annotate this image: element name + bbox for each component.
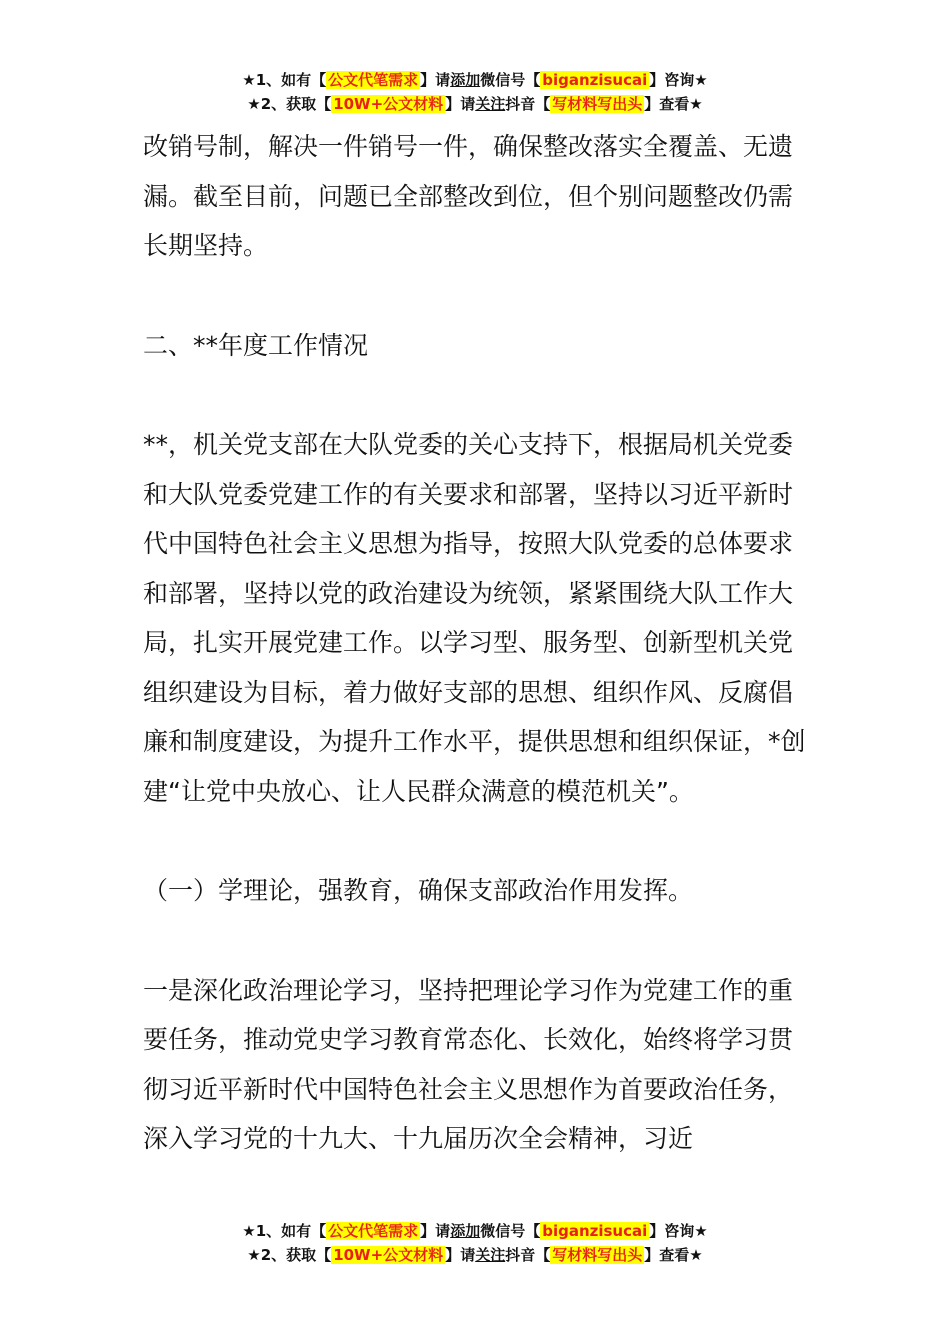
banner-highlight-douyin: 写材料写出头 [552, 95, 643, 113]
banner-text: 】咨询★ [649, 71, 708, 89]
banner-text: 】请 [420, 1222, 451, 1240]
paragraph-gap [143, 916, 808, 966]
banner-highlight-douyin: 写材料写出头 [552, 1246, 643, 1264]
banner-text: 】查看★ [644, 95, 703, 113]
banner-text: ★1、如有【 [242, 1222, 327, 1240]
banner-text: 】请 [445, 95, 476, 113]
banner-line-1 [0, 68, 950, 92]
banner-highlight-wechat-id: biganzisucai [542, 1222, 648, 1240]
banner-line-1 [0, 1219, 950, 1243]
banner-text: ★1、如有【 [242, 71, 327, 89]
banner-highlight-service: 公文代笔需求 [328, 1222, 419, 1240]
banner-text: 】请 [420, 71, 451, 89]
banner-highlight-materials: 10W+公文材料 [333, 1246, 444, 1264]
paragraph-gap [143, 271, 808, 321]
banner-underlined-text: 关注 [475, 1246, 506, 1264]
banner-underlined-text: 添加 [450, 71, 481, 89]
banner-text: ★2、获取【 [247, 1246, 332, 1264]
banner-text: 】请 [445, 1246, 476, 1264]
banner-highlight-materials: 10W+公文材料 [333, 95, 444, 113]
banner-underlined-text: 添加 [450, 1222, 481, 1240]
banner-text: 】查看★ [644, 1246, 703, 1264]
banner-text: 抖音【 [505, 1246, 551, 1264]
banner-highlight-wechat-id: biganzisucai [542, 71, 648, 89]
banner-highlight-service: 公文代笔需求 [328, 71, 419, 89]
banner-text: ★2、获取【 [247, 95, 332, 113]
banner-text: 】咨询★ [649, 1222, 708, 1240]
section-heading-2: 二、**年度工作情况 [143, 330, 369, 360]
banner-text: 抖音【 [505, 95, 551, 113]
document-body [143, 122, 808, 1164]
header-banner [0, 68, 950, 116]
banner-text: 微信号【 [480, 71, 541, 89]
footer-banner [0, 1219, 950, 1267]
paragraph-gap [143, 370, 808, 420]
paragraph-annual-work: **，机关党支部在大队党委的关心支持下，根据局机关党委和大队党委党建工作的有关要求和部署，坚持以习近平新时代中国特色社会主义思想为指导，按照大队党委的总体要求和部署，坚持以党的政治建设为统领，紧紧围绕大队工作大局，扎实开展党建工作。以学习型、服务型、创新型机关党组织建设为目标，着力做好支部的思想、组织作风、反腐倡廉和制度建设，为提升工作水平，提供思想和组织保证，*创建“让党中央放心、让人民群众满意的模范机关”。 [143, 430, 806, 806]
subsection-heading-1: （一）学理论，强教育，确保支部政治作用发挥。 [143, 876, 694, 905]
banner-line-2 [0, 1243, 950, 1267]
paragraph-gap [143, 816, 808, 866]
banner-text: 微信号【 [480, 1222, 541, 1240]
banner-line-2 [0, 92, 950, 116]
paragraph-theory-study: 一是深化政治理论学习，坚持把理论学习作为党建工作的重要任务，推动党史学习教育常态化、长效化，始终将学习贯彻习近平新时代中国特色社会主义思想作为首要政治任务，深入学习党的十九大、十九届历次全会精神，习近 [143, 975, 794, 1153]
banner-underlined-text: 关注 [475, 95, 506, 113]
paragraph-continuation: 改销号制，解决一件销号一件，确保整改落实全覆盖、无遗漏。截至目前，问题已全部整改到位，但个别问题整改仍需长期坚持。 [143, 132, 794, 260]
